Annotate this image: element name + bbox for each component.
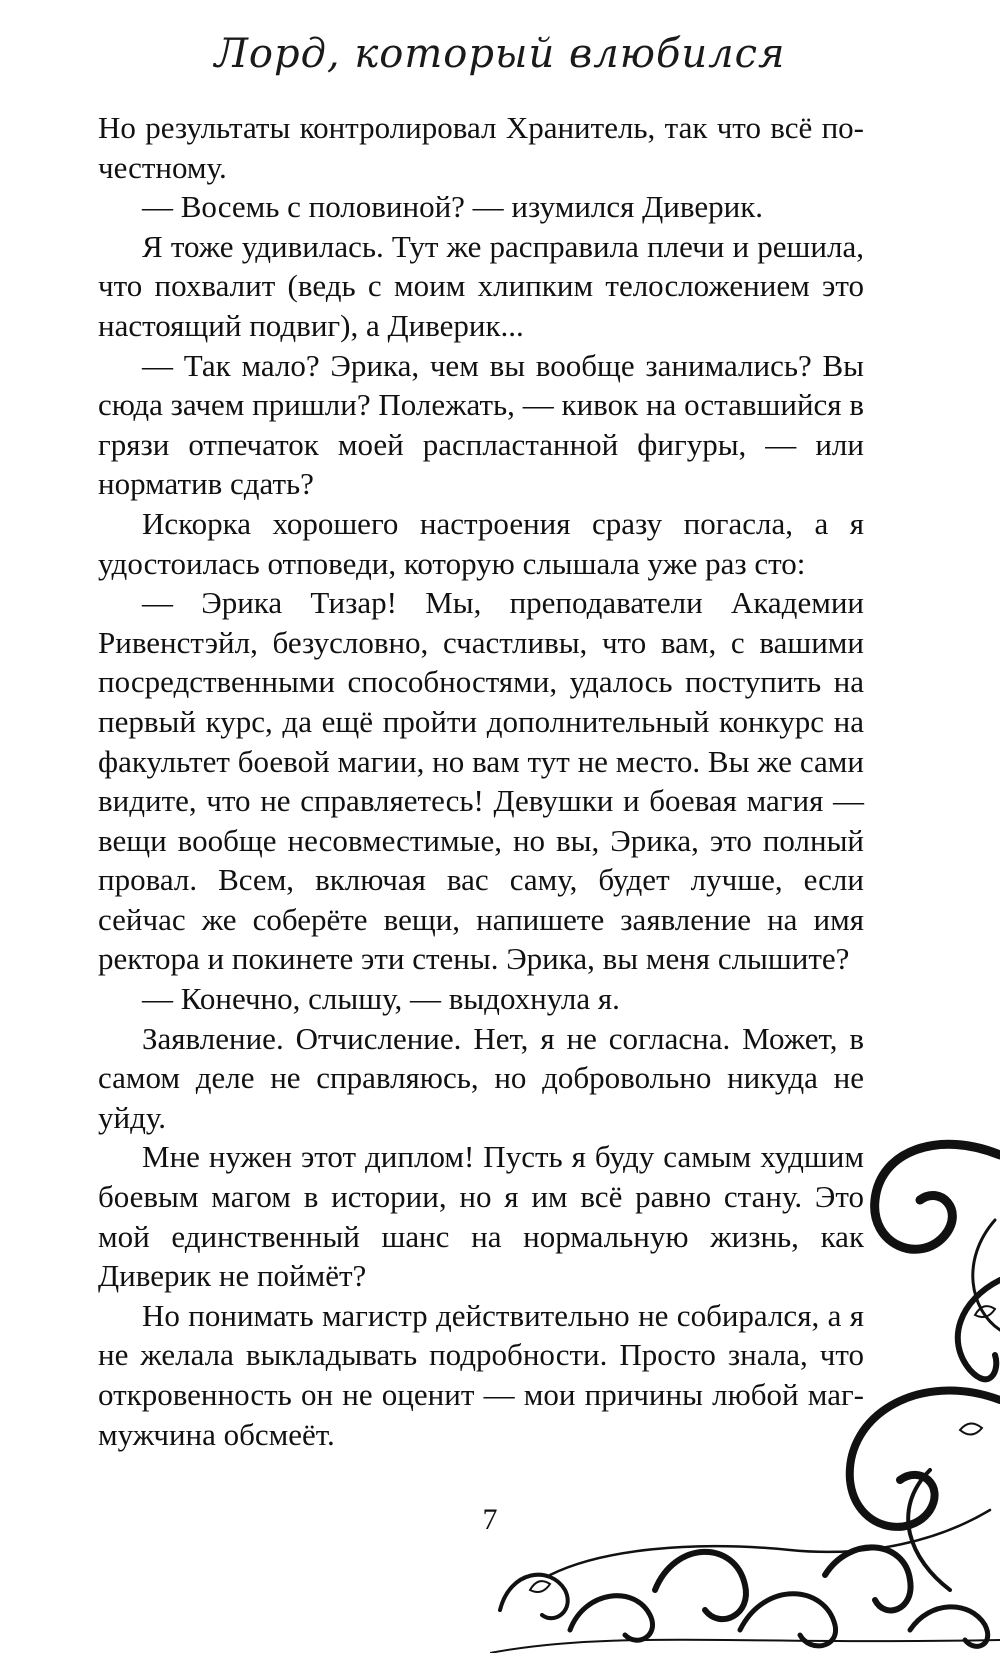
paragraph: Я тоже удивилась. Тут же расправила плечи и решила, что похвалит (ведь с моим хлипким телосложением это настоящий подвиг), а Диверик... bbox=[98, 228, 864, 343]
page-number: 7 bbox=[482, 1503, 498, 1536]
paragraph: — Эрика Тизар! Мы, преподаватели Академии Ривенстэйл, безусловно, счастливы, что вам, с вашими посредственными способностями, удалось поступить на первый курс, да ещё пройти дополнительный конкурс на факультет боевой магии, но вам тут не место. Вы же сами видите, что не справляетесь! Девушки и боевая магия — вещи вообще несовместимые, но вы, Эрика, это полный провал. Всем, включая вас саму, будет лучше, если сейчас же соберёте вещи, напишете заявление на имя ректора и покинете эти стены. Эрика, вы меня слышите? bbox=[98, 585, 864, 977]
paragraph: — Так мало? Эрика, чем вы вообще занимались? Вы сюда зачем пришли? Полежать, — кивок на оставшийся в грязи отпечаток моей распластанной фигуры, — или норматив сдать? bbox=[98, 347, 864, 502]
running-header bbox=[0, 18, 1000, 90]
paragraph: Но понимать магистр действительно не собирался, а я не желала выкладывать подробности. Просто знала, что откровенность он не оценит — мои причины любой маг-мужчина обсмеёт. bbox=[98, 1297, 864, 1452]
paragraph: Заявление. Отчисление. Нет, я не согласна. Может, в самом деле не справляюсь, но добровольно никуда не уйду. bbox=[98, 1020, 864, 1135]
paragraph: Искорка хорошего настроения сразу погасла, а я удостоилась отповеди, которую слышала уже раз сто: bbox=[98, 505, 864, 581]
paragraph: Мне нужен этот диплом! Пусть я буду самым худшим боевым магом в истории, но я им всё равно стану. Это мой единственный шанс на нормальную жизнь, как Диверик не поймёт? bbox=[98, 1139, 864, 1294]
body-text bbox=[98, 108, 864, 1454]
paragraph: — Конечно, слышу, — выдохнула я. bbox=[142, 981, 620, 1017]
book-title: Лорд, который влюбился bbox=[214, 31, 786, 77]
paragraph: — Восемь с половиной? — изумился Диверик. bbox=[142, 189, 763, 225]
paragraph: Но результаты контролировал Хранитель, так что всё по-честному. bbox=[98, 110, 864, 185]
